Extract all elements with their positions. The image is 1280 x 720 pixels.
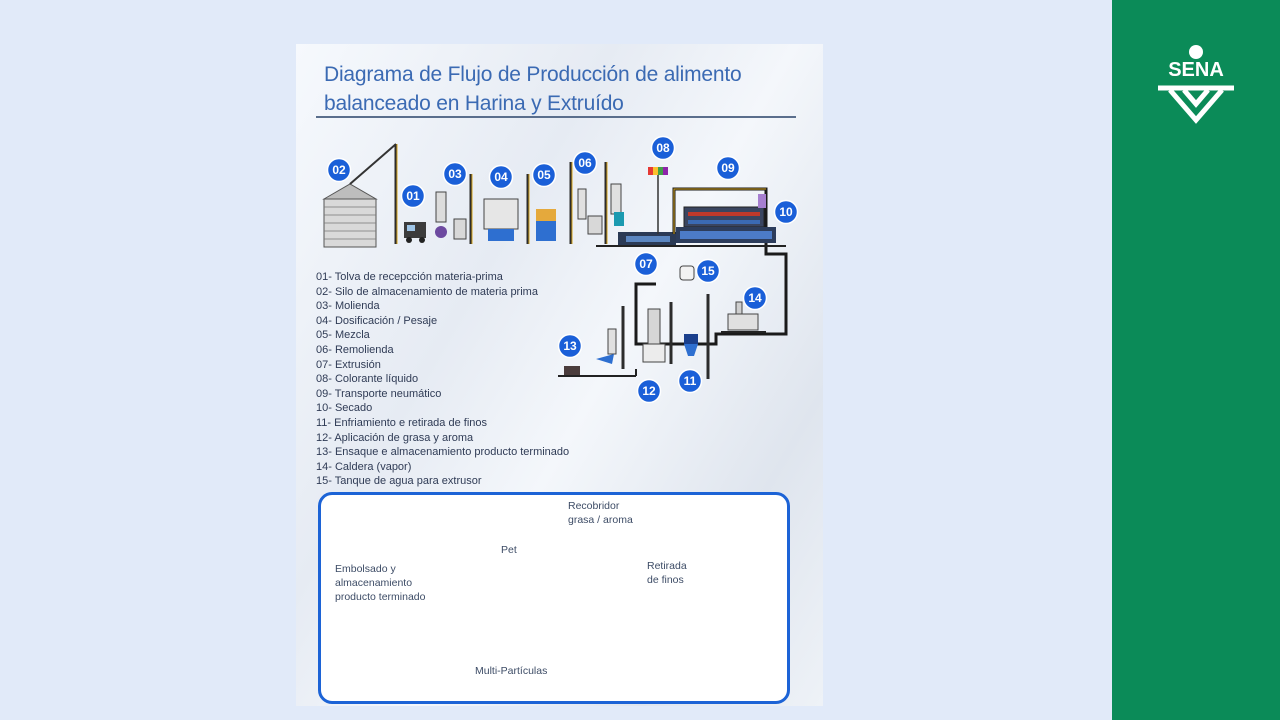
silo-illustration [324,184,376,247]
step-badge [652,137,675,160]
sena-logo-text: SENA [1168,59,1224,81]
step-badge-number: 13 [563,339,577,354]
legend-item: 02- Silo de almacenamiento de materia prima [316,285,538,298]
step-badge-number: 04 [494,170,508,185]
inset-detail-box [318,492,790,704]
sena-logo [1150,40,1242,130]
step-badge-number: 09 [721,161,735,176]
legend-item: 06- Remolienda [316,343,394,356]
label-coater-line-2: grasa / aroma [568,514,633,526]
step-badge-number: 03 [448,167,462,182]
step-badge [402,185,425,208]
legend-item: 12- Aplicación de grasa y aroma [316,431,474,444]
legend-item: 09- Transporte neumático [316,387,442,400]
step-badge-number: 15 [701,264,715,279]
step-badge-number: 06 [578,156,592,171]
label-fines-line-2: de finos [647,574,684,586]
step-badge-number: 05 [537,168,551,183]
step-badge [635,253,658,276]
step-badge [533,164,556,187]
step-badge [744,287,767,310]
legend-item: 13- Ensaque e almacenamiento producto terminado [316,446,570,459]
water-tank [680,266,694,280]
inset-labels [321,495,787,701]
legend-item: 08- Colorante líquido [316,373,419,386]
legend-item: 11- Enfriamiento e retirada de finos [316,416,487,429]
legend-item: 04- Dosificación / Pesaje [316,314,438,327]
diagram-title-line-1: Diagrama de Flujo de Producción de alimento [324,63,742,86]
diagram-title-line-2: balanceado en Harina y Extruído [324,92,624,115]
legend-item: 03- Molienda [316,300,380,313]
step-badge [697,260,720,283]
label-bagging-line-1: Embolsado y [335,563,396,575]
truck-illustration [404,222,426,243]
legend-item: 15- Tanque de agua para extrusor [316,475,482,488]
label-bagging-line-2: almacenamiento [335,577,413,589]
step-badge [638,380,661,403]
step-badge [775,201,798,224]
step-badge [574,152,597,175]
step-badge [717,157,740,180]
step-badge [444,163,467,186]
label-coater-line-1: Recobridor [568,500,620,512]
process-legend [316,270,616,489]
step-badge-number: 02 [332,163,346,178]
legend-item: 14- Caldera (vapor) [316,460,412,473]
step-badge-number: 12 [642,384,656,399]
flow-diagram-figure [296,44,823,706]
label-bagging-line-3: producto terminado [335,591,426,603]
legend-item: 01- Tolva de recepcción materia-prima [316,271,503,283]
label-pet: Pet [501,544,517,556]
step-badge [490,166,513,189]
silo-conveyor [350,144,396,184]
label-multi-particulas: Multi-Partículas [475,665,548,677]
colorant-tank [648,167,668,234]
step-badge-number: 14 [748,291,762,306]
step-badge-number: 10 [779,205,793,220]
step-badge-number: 11 [683,374,697,389]
legend-item: 07- Extrusión [316,358,381,371]
legend-item: 10- Secado [316,402,373,415]
step-badge [328,159,351,182]
legend-item: 05- Mezcla [316,329,370,342]
step-badge-number: 01 [406,189,420,204]
step-badge-number: 08 [656,141,670,156]
step-badge [679,370,702,393]
label-fines-line-1: Retirada [647,560,687,572]
step-badge-number: 07 [639,257,653,272]
